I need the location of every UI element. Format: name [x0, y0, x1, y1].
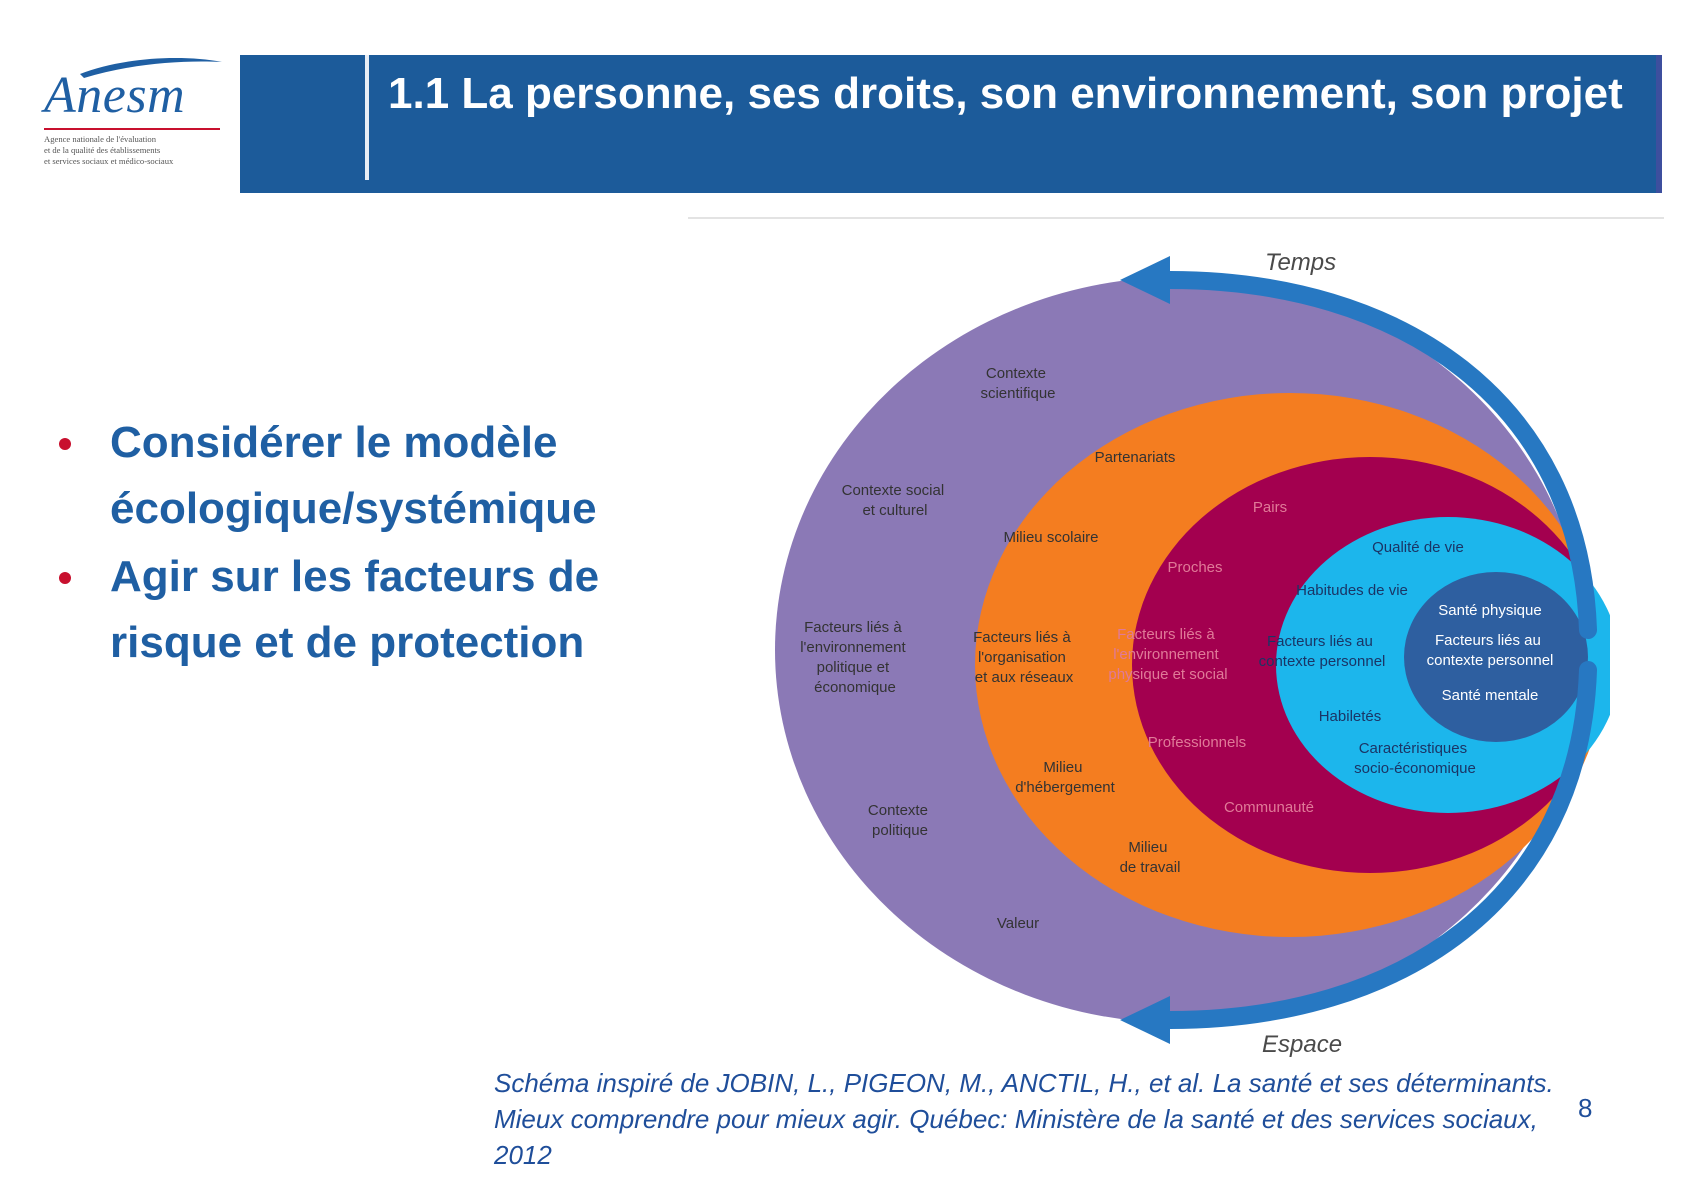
- bullet-icon: [59, 438, 71, 450]
- label-line: l'environnement: [800, 639, 906, 656]
- bullet-text: Agir sur les facteurs de risque et de protection: [110, 552, 600, 667]
- page-title: 1.1 La personne, ses droits, son environnement, son projet: [388, 69, 1623, 118]
- bullet-text: Considérer le modèle écologique/systémique: [110, 418, 597, 533]
- title-bar: [240, 55, 1662, 193]
- label-line: Milieu: [1043, 759, 1083, 776]
- label-line: de travail: [1119, 859, 1181, 876]
- logo-rule: [44, 128, 220, 130]
- label-pairs: [1253, 499, 1287, 516]
- label-line: scientifique: [980, 385, 1056, 402]
- logo-subtitle-line: et services sociaux et médico-sociaux: [44, 156, 174, 166]
- source-caption: Schéma inspiré de JOBIN, L., PIGEON, M., ANCTIL, H., et al. La santé et ses déterminants. Mieux comprendre pour mieux agir. Québec: Ministère de la santé et des services sociaux, 2012: [494, 1068, 1554, 1170]
- label-line: économique: [814, 679, 896, 696]
- label-line: Pairs: [1252, 499, 1288, 516]
- page-number: 8: [1578, 1093, 1593, 1123]
- arrow-label-espace: Espace: [1262, 1031, 1343, 1058]
- label-milieu-scolaire: [1003, 529, 1098, 546]
- logo-subtitle-line: et de la qualité des établissements: [44, 145, 161, 155]
- logo-subtitle: [44, 134, 234, 167]
- label-habiletes: [1319, 708, 1382, 725]
- label-line: l'environnement: [1113, 646, 1219, 663]
- label-line: Santé physique: [1438, 602, 1542, 619]
- label-line: d'hébergement: [1015, 779, 1115, 796]
- label-line: Facteurs liés à: [804, 619, 902, 636]
- label-line: socio-économique: [1354, 760, 1476, 777]
- label-line: l'organisation: [977, 649, 1066, 666]
- label-line: et aux réseaux: [974, 669, 1074, 686]
- label-sante-mentale: [1442, 687, 1539, 704]
- label-line: Milieu scolaire: [1003, 529, 1099, 546]
- label-line: contexte personnel: [1258, 653, 1386, 670]
- label-line: physique et social: [1108, 666, 1228, 683]
- title-accent: [365, 55, 369, 180]
- label-line: Qualité de vie: [1372, 539, 1464, 556]
- label-line: politique: [872, 822, 928, 839]
- label-valeur: [997, 915, 1039, 932]
- label-line: Communauté: [1223, 799, 1315, 816]
- label-line: Contexte: [985, 365, 1046, 382]
- bullet-list: [55, 410, 695, 678]
- bullet-item: [55, 410, 695, 542]
- label-communaute: [1224, 799, 1314, 816]
- label-line: Partenariats: [1094, 449, 1176, 466]
- bullet-item: [55, 544, 695, 676]
- label-line: Contexte: [867, 802, 928, 819]
- label-line: Santé mentale: [1441, 687, 1539, 704]
- ecological-model-diagram: [760, 240, 1610, 1060]
- bullet-icon: [59, 572, 71, 584]
- logo-subtitle-line: Agence nationale de l'évaluation: [44, 134, 157, 144]
- label-line: contexte personnel: [1426, 652, 1554, 669]
- label-line: Valeur: [996, 915, 1040, 932]
- label-line: Facteurs liés au: [1266, 633, 1373, 650]
- label-line: Facteurs liés à: [1117, 626, 1215, 643]
- label-line: Habiletés: [1318, 708, 1382, 725]
- label-line: Habitudes de vie: [1296, 582, 1408, 599]
- label-line: Facteurs liés au: [1434, 632, 1541, 649]
- label-facteurs-organisation: [973, 629, 1075, 686]
- label-line: Contexte social: [841, 482, 945, 499]
- label-qualite-vie: [1372, 539, 1464, 556]
- arrow-label-temps: Temps: [1265, 249, 1337, 276]
- label-line: politique et: [816, 659, 890, 676]
- divider: [688, 217, 1664, 219]
- label-line: Facteurs liés à: [973, 629, 1071, 646]
- label-line: Proches: [1167, 559, 1223, 576]
- label-partenariats: [1095, 449, 1176, 466]
- label-line: Milieu: [1128, 839, 1168, 856]
- label-line: et culturel: [862, 502, 928, 519]
- label-facteurs-environnement: [1108, 626, 1227, 683]
- label-habitudes-vie: [1296, 582, 1408, 599]
- label-professionnels: [1148, 734, 1246, 751]
- label-sante-physique: [1438, 602, 1541, 619]
- label-proches: [1167, 559, 1222, 576]
- logo-wordmark: Anesm: [44, 67, 186, 124]
- label-line: Caractéristiques: [1358, 740, 1468, 757]
- label-line: Professionnels: [1147, 734, 1247, 751]
- anesm-logo: [40, 52, 220, 172]
